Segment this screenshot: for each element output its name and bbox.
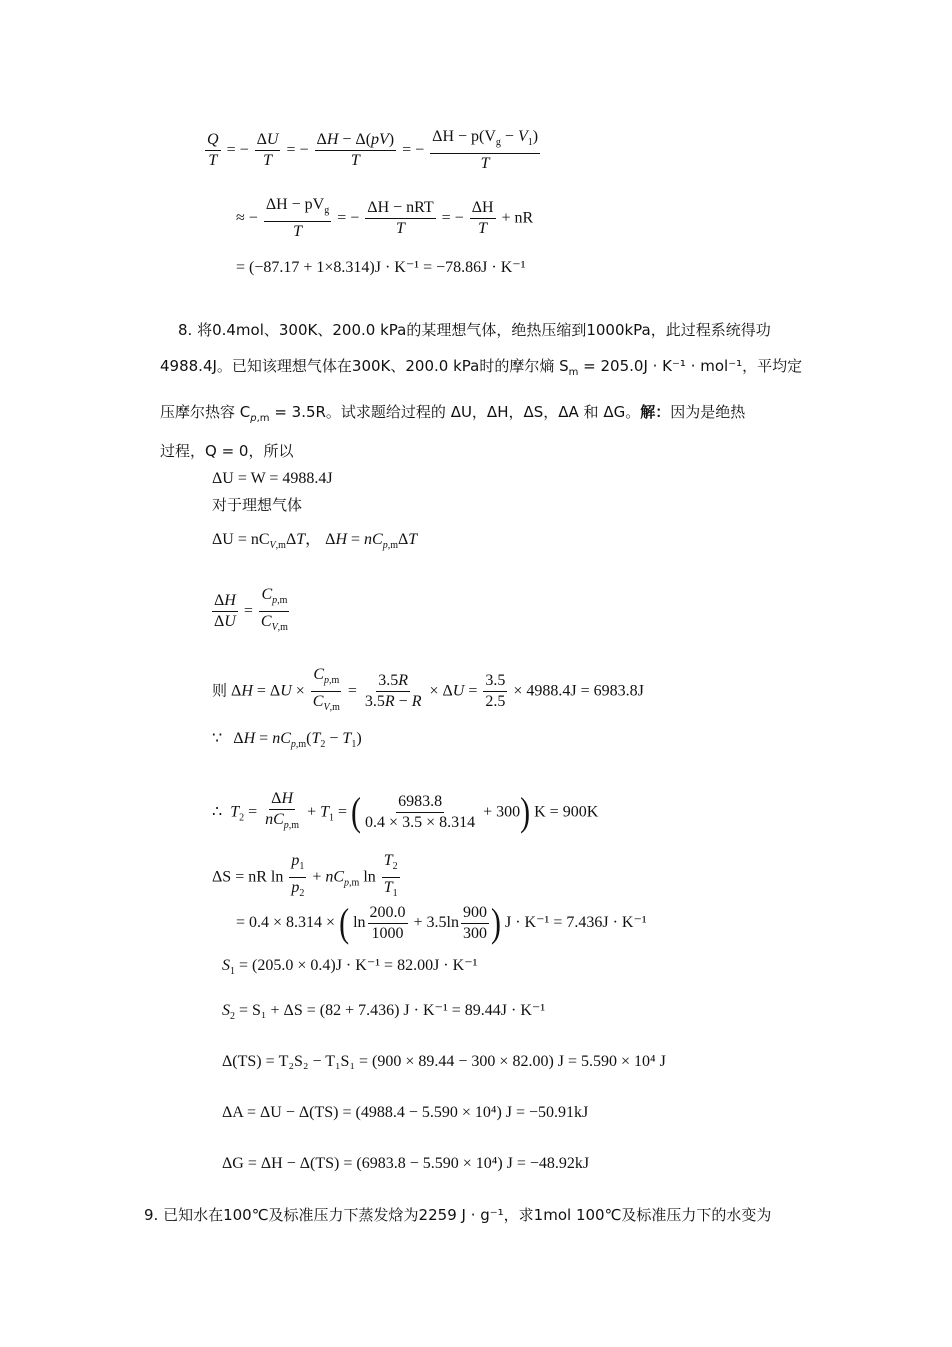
eq-du-dh-ideal: $\Delta U = nC_{V,m}\Delta T$， $\Delta H = nC_{p,m}\Delta T$: [212, 531, 418, 552]
problem8-line2: 4988.4J。已知该理想气体在300K、200.0 kPa时的摩尔熵 $S_m = 205.0J \cdot K^{-1} \cdot mol^{-1}$，平均定: [160, 357, 803, 378]
therefore-symbol: ∴: [212, 803, 223, 821]
eq-q-over-t-row2: ≈ − $\frac{\Delta H - pV_g}{T}$ = − $\frac{\text{ΔH − nRT}}{T}$ = − $\frac{\Delta H}{T}$ + nR: [236, 196, 534, 241]
s1-value: = (205.0 × 0.4)J · K⁻¹ = 82.00J · K⁻¹: [239, 957, 478, 974]
problem8-line3-a: 压摩尔热容 C: [160, 403, 251, 421]
dh-result: × 4988.4J = 6983.8J: [513, 682, 644, 700]
approx-sign: ≈ −: [236, 209, 258, 227]
eq-delta-ts: Δ(TS) = T₂S₂ − T₁S₁ = (900 × 89.44 − 300 × 82.00) J = 5.590 × 10⁴ J: [222, 1053, 666, 1070]
ds-lead: ΔS = nR ln: [212, 868, 284, 886]
r2-num1: ΔH − pV: [265, 196, 325, 213]
t2-denominator: 0.4 × 3.5 × 8.314: [365, 814, 476, 832]
problem8-line3-d: 因为是绝热: [670, 403, 746, 421]
eq-because: ∵ $\Delta H = nC_{p,m}(T_2 - T_1)$: [212, 730, 362, 751]
eq-dh-over-du: $\frac{\Delta H}{\Delta U}$ = $\frac{C_{p,m}}{C_{V,m}}$: [214, 586, 288, 634]
eq-q-over-t-row1: $\frac{Q}{T}$ = − $\frac{\Delta U}{T}$ = − $\frac{\Delta H - \Delta(pV)}{T}$ = − $\frac{\Delta H - p(V_g - V_1)}{T}$: [207, 128, 539, 173]
eq-s1: $S_1 = (205.0 \times 0.4)J \cdot K^{-1} = 82.00J \cdot K^{-1}$: [222, 957, 478, 978]
eq-dh-calc: 则 ΔH = ΔU × $\frac{C_{p,m}}{C_{V,m}}$ = $\frac{3.5R}{3.5R - R}$ × ΔU = $\frac{3.5}{2.5}$ × 4988.4J = 6983.8J: [212, 666, 644, 714]
solution-label: 解：: [640, 403, 671, 421]
problem8-line2-value: = 205.0J · K⁻¹ · mol⁻¹，平均定: [583, 357, 803, 375]
eq-du-lead: ΔU = nC: [212, 531, 270, 548]
ds-result: J · K⁻¹ = 7.436J · K⁻¹: [505, 914, 647, 932]
eq-delta-s-def: ΔS = nR ln $\frac{p_1}{p_2}$ + $nC_{p,m}$ ln $\frac{T_2}{T_1}$: [212, 852, 398, 900]
problem8-line3: 压摩尔热容 $C_{p,m} = 3.5R$。试求题给过程的 ΔU，ΔH，ΔS，ΔA 和 ΔG。解：因为是绝热: [160, 403, 746, 424]
ds-calc-lead: = 0.4 × 8.314 ×: [236, 914, 336, 932]
s2-value: = S₁ + ΔS = (82 + 7.436) J · K⁻¹ = 89.44J · K⁻¹: [239, 1002, 546, 1019]
r2-num2: ΔH − nRT: [365, 199, 435, 219]
problem8-line1: 8. 将0.4mol、300K、200.0 kPa的某理想气体，绝热压缩到1000kPa，此过程系统得功: [178, 321, 771, 339]
problem9-line1: 9. 已知水在100℃及标准压力下蒸发焓为2259 J · g⁻¹，求1mol 100℃及标准压力下的水变为: [144, 1206, 772, 1224]
eq-delta-u: ΔU = W = 4988.4J: [212, 470, 333, 487]
t2-numerator: 6983.8: [396, 793, 444, 813]
because-symbol: ∵: [212, 730, 223, 747]
eq-therefore-t2: ∴ $T_2$ = $\frac{\Delta H}{nC_{p,m}}$ + $T_1$ = ( $\frac{6983.8}{0.4 \times 3.5 \times 8.314}$ + 300) K = 900K: [212, 789, 599, 835]
ideal-gas-label: 对于理想气体: [212, 496, 303, 514]
r2-num3: ΔH: [470, 199, 496, 219]
eq-delta-g: ΔG = ΔH − Δ(TS) = (6983.8 − 5.590 × 10⁴) J = −48.92kJ: [222, 1155, 590, 1172]
r2-tail: + nR: [501, 209, 534, 227]
problem8-line3-b: = 3.5R。试求题给过程的 ΔU，ΔH，ΔS，ΔA 和 ΔG。: [274, 403, 641, 421]
r1-numerator: ΔH − p(V: [432, 128, 496, 145]
problem8-line4: 过程，Q = 0，所以: [160, 442, 294, 460]
problem8-line2-text: 4988.4J。已知该理想气体在300K、200.0 kPa时的摩尔熵 S: [160, 357, 569, 375]
t2-result: K = 900K: [534, 803, 599, 821]
eq-q-over-t-result: = (−87.17 + 1×8.314)J · K⁻¹ = −78.86J · K⁻¹: [236, 259, 526, 276]
eq-delta-s-calc: = 0.4 × 8.314 × ( ln $\frac{200.0}{1000}$ + 3.5ln $\frac{900}{300}$ ) J · K⁻¹ = 7.436J · K⁻¹: [236, 900, 647, 946]
eq-s2: $S_2 = S_1 + \Delta S = (82 + 7.436) J \cdot K^{-1} = 89.44J \cdot K^{-1}$: [222, 1002, 546, 1023]
eq-delta-a: ΔA = ΔU − Δ(TS) = (4988.4 − 5.590 × 10⁴) J = −50.91kJ: [222, 1104, 589, 1121]
then-label: 则: [212, 681, 228, 700]
